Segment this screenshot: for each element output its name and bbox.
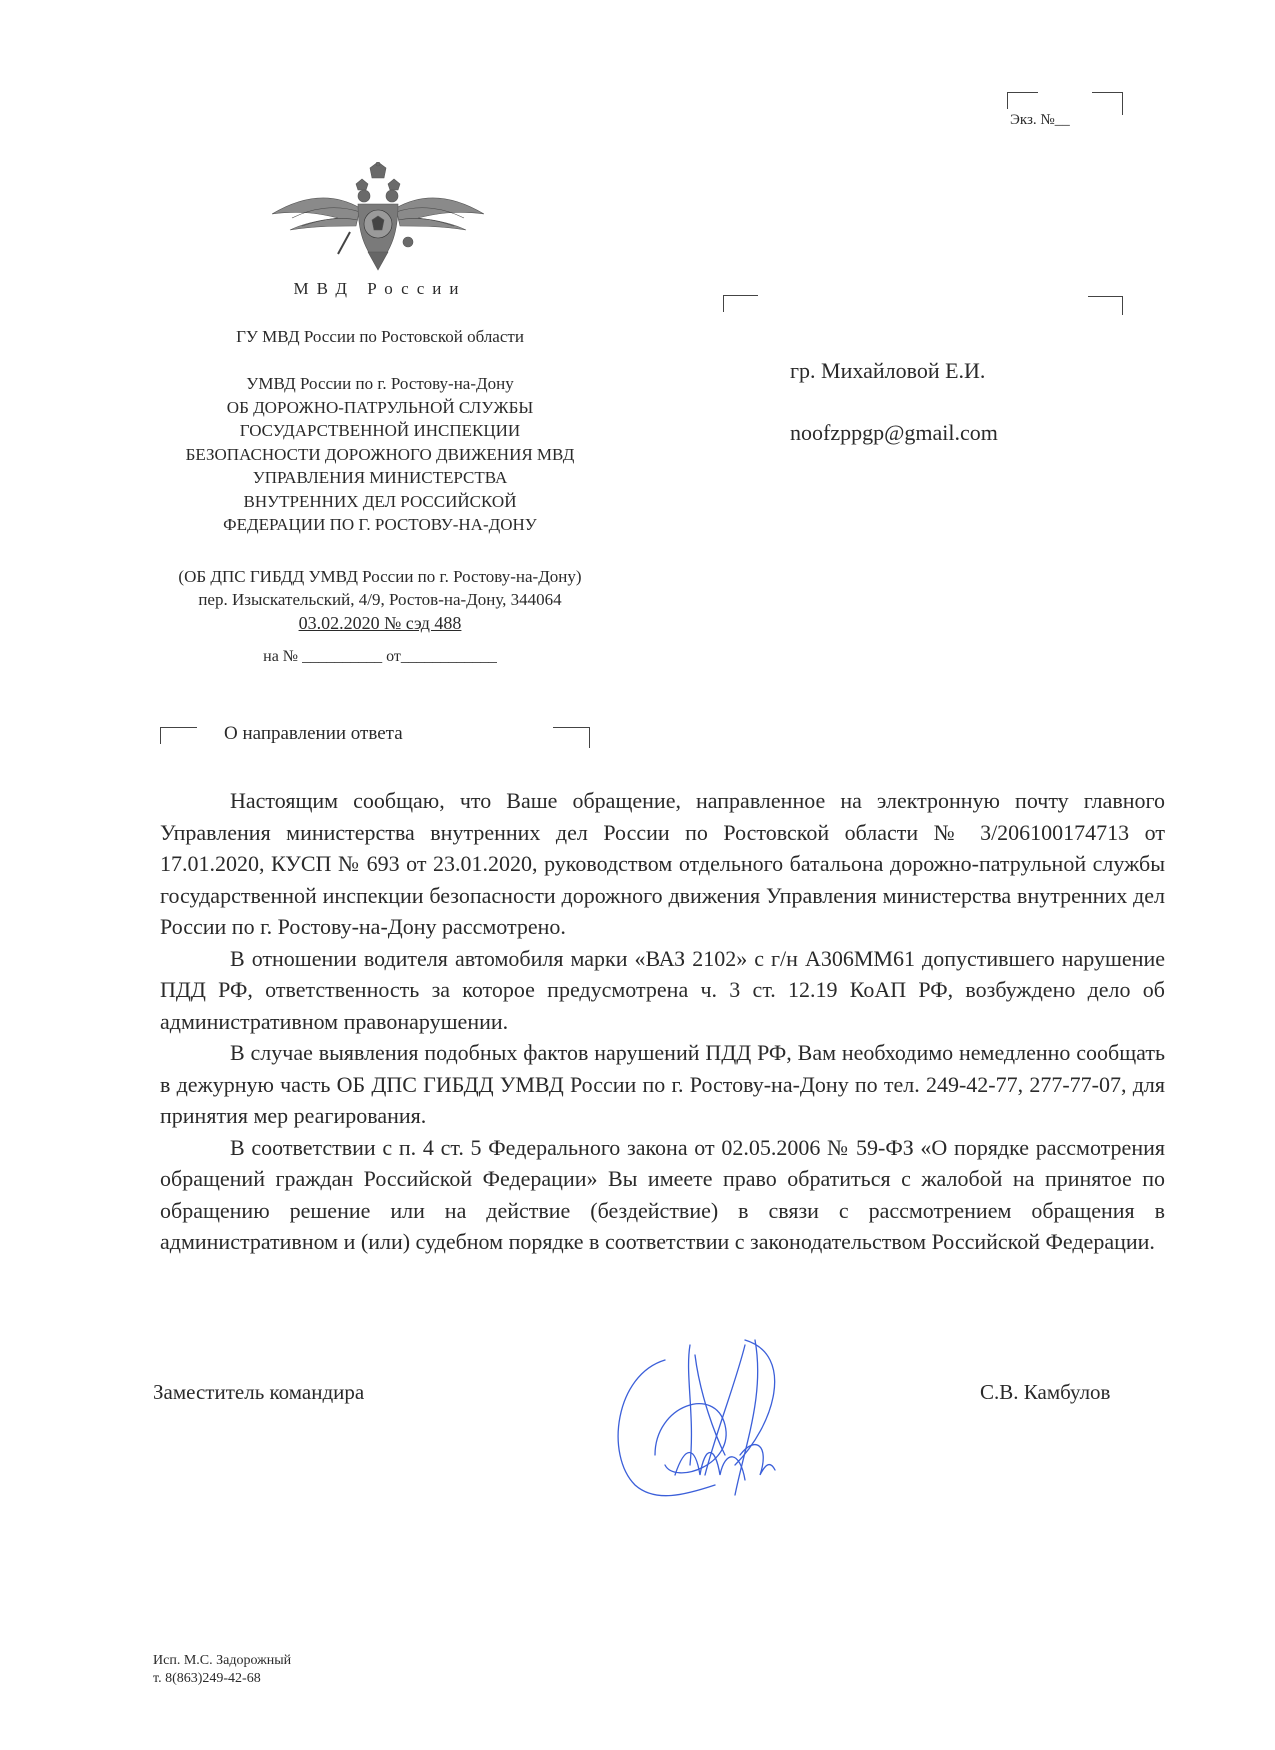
reference-line: на № __________ от____________ <box>263 648 497 665</box>
copy-number-corner-right <box>1092 92 1123 115</box>
executor-info <box>153 1652 291 1688</box>
executor-name: Исп. М.С. Задорожный <box>153 1653 292 1668</box>
department-line: УМВД России по г. Ростову-на-Дону <box>246 374 514 393</box>
copy-number: Экз. №__ <box>1010 112 1070 128</box>
ministry-name: МВД России <box>293 279 467 298</box>
department-abbreviation: (ОБ ДПС ГИБДД УМВД России по г. Ростову-на-Дону) <box>178 567 582 586</box>
mvd-emblem-icon <box>272 162 484 272</box>
department-line: ФЕДЕРАЦИИ ПО Г. РОСТОВУ-НА-ДОНУ <box>223 515 537 534</box>
signer-name: С.В. Камбулов <box>980 1380 1111 1404</box>
addressee-corner-right <box>1088 296 1123 315</box>
subject-corner-left <box>160 727 197 744</box>
body-paragraph: Настоящим сообщаю, что Ваше обращение, направленное на электронную почту главного Управления министерства внутренних дел России по Ростовской области № 3/206100174713 от 17.01.2020, КУСП № 693 от 23.01.2020, руководством отдельного батальона дорожно-патрульной службы государственной инспекции безопасности дорожного движения Управления министерства внутренних дел России по г. Ростову-на-Дону рассмотрено. <box>160 788 1165 939</box>
body-paragraph: В отношении водителя автомобиля марки «ВАЗ 2102» с г/н А306ММ61 допустившего нарушение ПДД РФ, ответственность за которое предусмотрена ч. 3 ст. 12.19 КоАП РФ, возбуждено дело об административном правонарушении. <box>160 945 1165 1034</box>
department-address: пер. Изыскательский, 4/9, Ростов-на-Дону, 344064 <box>198 590 562 609</box>
handwritten-signature <box>595 1335 835 1505</box>
addressee-name: гр. Михайловой Е.И. <box>790 358 986 383</box>
department-line: УПРАВЛЕНИЯ МИНИСТЕРСТВА <box>252 468 508 487</box>
addressee-corner-left <box>723 295 758 312</box>
body-paragraph: В соответствии с п. 4 ст. 5 Федерального закона от 02.05.2006 № 59-ФЗ «О порядке рассмотрения обращений граждан Российской Федерации» Вы имеете право обратиться с жалобой на принятое по обращению решение или на действие (бездействие) в связи с рассмотрением обращения в административном и (или) судебном порядке в соответствии с законодательством Российской Федерации. <box>160 1134 1165 1254</box>
regional-directorate: ГУ МВД России по Ростовской области <box>236 327 524 346</box>
letter-subject: О направлении ответа <box>224 723 403 744</box>
body-paragraph: В случае выявления подобных фактов нарушений ПДД РФ, Вам необходимо немедленно сообщать в дежурную часть ОБ ДПС ГИБДД УМВД России по г. Ростову-на-Дону по тел. 249-42-77, 277-77-07, для принятия мер реагирования. <box>160 1040 1165 1128</box>
department-line: БЕЗОПАСНОСТИ ДОРОЖНОГО ДВИЖЕНИЯ МВД <box>185 444 575 464</box>
department-line: ВНУТРЕННИХ ДЕЛ РОССИЙСКОЙ <box>243 491 517 511</box>
addressee-email: noofzppgp@gmail.com <box>790 420 998 445</box>
letter-body <box>160 785 1165 1258</box>
registration-number <box>100 612 660 635</box>
department-line: ОБ ДОРОЖНО-ПАТРУЛЬНОЙ СЛУЖБЫ <box>226 397 534 417</box>
registration-value: 03.02.2020 № сэд 488 <box>298 613 462 633</box>
executor-phone: т. 8(863)249-42-68 <box>153 1671 261 1686</box>
signer-position: Заместитель командира <box>153 1380 365 1404</box>
department-line: ГОСУДАРСТВЕННОЙ ИНСПЕКЦИИ <box>239 421 521 440</box>
department-name <box>100 372 660 537</box>
department-contacts <box>100 565 660 611</box>
subject-corner-right <box>553 727 590 748</box>
copy-number-corner-left <box>1007 92 1038 109</box>
